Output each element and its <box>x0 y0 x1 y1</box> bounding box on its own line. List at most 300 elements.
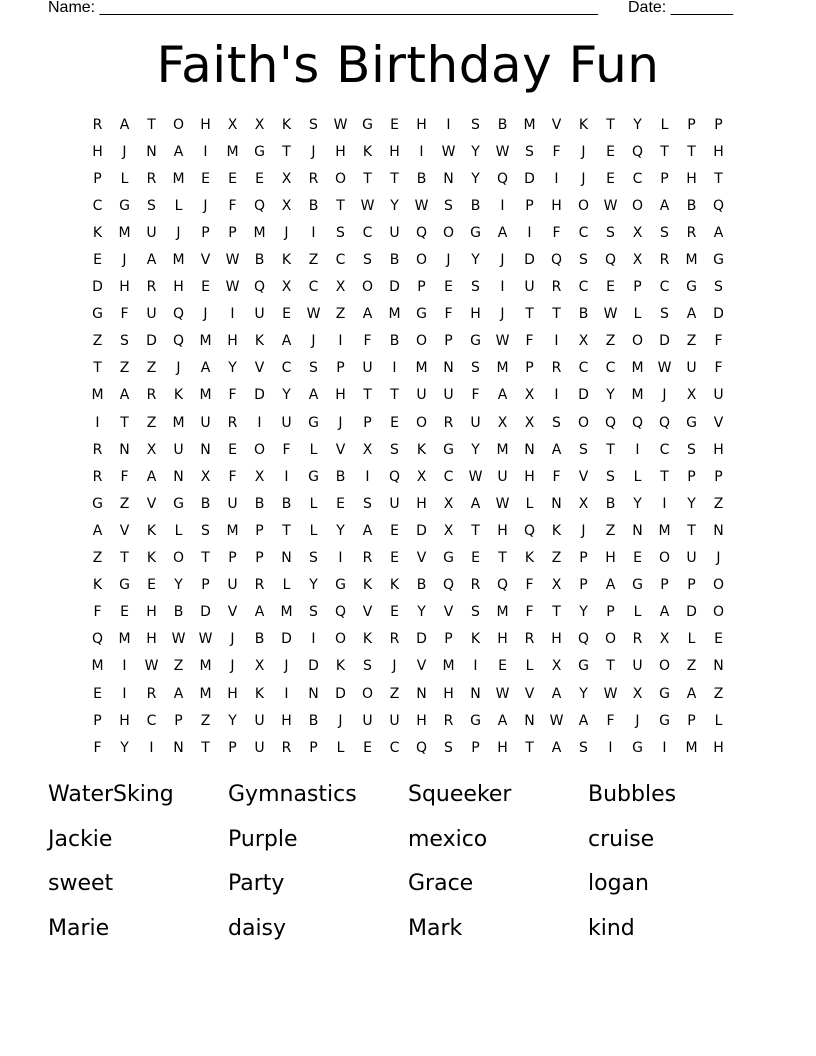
grid-letter[interactable]: I <box>122 685 127 702</box>
grid-letter[interactable]: P <box>714 468 723 485</box>
grid-letter[interactable]: G <box>659 712 670 729</box>
grid-letter[interactable]: P <box>228 550 237 567</box>
grid-letter[interactable]: U <box>254 739 265 756</box>
grid-letter[interactable]: I <box>500 197 505 214</box>
grid-letter[interactable]: N <box>443 360 454 377</box>
grid-letter[interactable]: B <box>308 712 319 729</box>
grid-letter[interactable]: R <box>92 441 103 458</box>
grid-letter[interactable]: H <box>335 143 346 160</box>
grid-letter[interactable]: V <box>362 604 373 621</box>
grid-letter[interactable]: Q <box>631 143 644 160</box>
grid-letter[interactable]: G <box>173 495 184 512</box>
grid-letter[interactable]: J <box>203 306 208 323</box>
grid-letter[interactable]: R <box>146 685 157 702</box>
grid-letter[interactable]: O <box>658 550 671 567</box>
grid-letter[interactable]: P <box>633 279 642 296</box>
grid-letter[interactable]: T <box>714 170 723 187</box>
grid-letter[interactable]: T <box>363 170 372 187</box>
grid-letter[interactable]: E <box>255 170 264 187</box>
grid-letter[interactable]: K <box>173 387 184 404</box>
grid-letter[interactable]: P <box>579 550 588 567</box>
grid-letter[interactable]: S <box>309 604 318 621</box>
grid-letter[interactable]: I <box>311 631 316 648</box>
grid-letter[interactable]: L <box>309 495 318 512</box>
grid-letter[interactable]: Z <box>551 550 562 567</box>
grid-letter[interactable]: S <box>201 522 210 539</box>
grid-letter[interactable]: E <box>201 170 210 187</box>
grid-letter[interactable]: U <box>146 224 157 241</box>
grid-letter[interactable]: W <box>495 685 510 702</box>
grid-letter[interactable]: H <box>443 685 454 702</box>
grid-letter[interactable]: M <box>496 360 509 377</box>
grid-letter[interactable]: U <box>173 441 184 458</box>
grid-letter[interactable]: H <box>92 143 103 160</box>
grid-letter[interactable]: R <box>146 279 157 296</box>
grid-letter[interactable]: E <box>201 279 210 296</box>
grid-letter[interactable]: R <box>524 631 535 648</box>
grid-letter[interactable]: B <box>254 495 265 512</box>
grid-letter[interactable]: T <box>336 197 345 214</box>
name-field[interactable]: Name: ________________________________________________________ <box>48 0 598 16</box>
grid-letter[interactable]: H <box>389 143 400 160</box>
grid-letter[interactable]: E <box>228 441 237 458</box>
grid-letter[interactable]: S <box>363 658 372 675</box>
grid-letter[interactable]: U <box>389 224 400 241</box>
grid-letter[interactable]: E <box>471 550 480 567</box>
grid-letter[interactable]: S <box>687 441 696 458</box>
grid-letter[interactable]: X <box>551 658 562 675</box>
grid-letter[interactable]: Z <box>146 414 157 431</box>
grid-letter[interactable]: W <box>495 495 510 512</box>
grid-letter[interactable]: G <box>713 252 724 269</box>
grid-letter[interactable]: T <box>498 550 507 567</box>
grid-letter[interactable]: J <box>338 414 343 431</box>
grid-letter[interactable]: B <box>605 495 616 512</box>
grid-letter[interactable]: U <box>281 414 292 431</box>
grid-letter[interactable]: I <box>473 658 478 675</box>
grid-letter[interactable]: A <box>713 224 724 241</box>
grid-letter[interactable]: R <box>659 252 670 269</box>
grid-letter[interactable]: R <box>470 577 481 594</box>
grid-letter[interactable]: A <box>362 522 373 539</box>
grid-letter[interactable]: G <box>308 414 319 431</box>
grid-letter[interactable]: X <box>443 495 454 512</box>
grid-letter[interactable]: U <box>362 712 373 729</box>
grid-letter[interactable]: X <box>227 116 238 133</box>
grid-letter[interactable]: A <box>551 739 562 756</box>
grid-letter[interactable]: Y <box>471 441 480 458</box>
grid-letter[interactable]: I <box>554 333 559 350</box>
grid-letter[interactable]: E <box>390 550 399 567</box>
grid-letter[interactable]: U <box>416 387 427 404</box>
grid-letter[interactable]: P <box>687 712 696 729</box>
grid-letter[interactable]: P <box>660 577 669 594</box>
grid-letter[interactable]: A <box>578 712 589 729</box>
grid-letter[interactable]: I <box>122 658 127 675</box>
grid-letter[interactable]: K <box>362 143 373 160</box>
grid-letter[interactable]: C <box>443 468 454 485</box>
grid-letter[interactable]: S <box>336 224 345 241</box>
grid-letter[interactable]: I <box>446 116 451 133</box>
grid-letter[interactable]: Q <box>415 739 428 756</box>
grid-letter[interactable]: X <box>281 279 292 296</box>
grid-letter[interactable]: E <box>93 252 102 269</box>
grid-letter[interactable]: S <box>660 306 669 323</box>
grid-letter[interactable]: M <box>172 252 185 269</box>
grid-letter[interactable]: O <box>334 170 347 187</box>
grid-letter[interactable]: C <box>605 360 616 377</box>
grid-letter[interactable]: J <box>662 387 667 404</box>
grid-letter[interactable]: M <box>631 387 644 404</box>
grid-letter[interactable]: X <box>416 468 427 485</box>
grid-letter[interactable]: R <box>281 739 292 756</box>
grid-letter[interactable]: X <box>281 197 292 214</box>
grid-letter[interactable]: Z <box>713 495 724 512</box>
grid-letter[interactable]: C <box>281 360 292 377</box>
grid-letter[interactable]: R <box>443 414 454 431</box>
grid-letter[interactable]: M <box>118 224 131 241</box>
grid-letter[interactable]: H <box>497 739 508 756</box>
grid-letter[interactable]: M <box>199 685 212 702</box>
grid-letter[interactable]: P <box>660 170 669 187</box>
grid-letter[interactable]: U <box>686 550 697 567</box>
grid-letter[interactable]: F <box>120 306 129 323</box>
grid-letter[interactable]: I <box>527 224 532 241</box>
grid-letter[interactable]: P <box>444 631 453 648</box>
grid-letter[interactable]: R <box>362 550 373 567</box>
grid-letter[interactable]: F <box>120 468 129 485</box>
grid-letter[interactable]: A <box>551 685 562 702</box>
grid-letter[interactable]: O <box>631 333 644 350</box>
grid-letter[interactable]: A <box>659 604 670 621</box>
grid-letter[interactable]: O <box>361 685 374 702</box>
grid-letter[interactable]: N <box>713 658 724 675</box>
grid-letter[interactable]: B <box>308 197 319 214</box>
grid-letter[interactable]: A <box>281 333 292 350</box>
grid-letter[interactable]: Q <box>253 197 266 214</box>
grid-letter[interactable]: F <box>228 468 237 485</box>
grid-letter[interactable]: Y <box>633 116 642 133</box>
grid-letter[interactable]: Q <box>496 577 509 594</box>
grid-letter[interactable]: D <box>281 631 292 648</box>
grid-letter[interactable]: R <box>551 279 562 296</box>
grid-letter[interactable]: H <box>551 197 562 214</box>
grid-letter[interactable]: I <box>500 279 505 296</box>
grid-letter[interactable]: G <box>470 224 481 241</box>
grid-letter[interactable]: S <box>606 224 615 241</box>
grid-letter[interactable]: A <box>146 252 157 269</box>
grid-letter[interactable]: H <box>524 468 535 485</box>
grid-letter[interactable]: H <box>713 441 724 458</box>
grid-letter[interactable]: A <box>470 495 481 512</box>
grid-letter[interactable]: Y <box>282 387 291 404</box>
grid-letter[interactable]: S <box>606 468 615 485</box>
grid-letter[interactable]: G <box>362 116 373 133</box>
letter-grid[interactable] <box>84 111 732 761</box>
grid-letter[interactable]: E <box>633 550 642 567</box>
grid-letter[interactable]: P <box>687 116 696 133</box>
grid-letter[interactable]: I <box>554 387 559 404</box>
grid-letter[interactable]: P <box>228 739 237 756</box>
grid-letter[interactable]: T <box>201 550 210 567</box>
grid-letter[interactable]: D <box>416 631 427 648</box>
grid-letter[interactable]: B <box>335 468 346 485</box>
grid-letter[interactable]: O <box>604 631 617 648</box>
grid-letter[interactable]: L <box>525 658 534 675</box>
grid-letter[interactable]: U <box>254 306 265 323</box>
grid-letter[interactable]: V <box>227 604 238 621</box>
grid-letter[interactable]: S <box>579 252 588 269</box>
grid-letter[interactable]: X <box>335 279 346 296</box>
grid-letter[interactable]: T <box>687 143 696 160</box>
grid-letter[interactable]: E <box>147 577 156 594</box>
grid-letter[interactable]: B <box>281 495 292 512</box>
grid-letter[interactable]: B <box>470 197 481 214</box>
grid-letter[interactable]: Y <box>336 522 345 539</box>
grid-letter[interactable]: O <box>172 550 185 567</box>
grid-letter[interactable]: Q <box>334 604 347 621</box>
grid-letter[interactable]: D <box>254 387 265 404</box>
grid-letter[interactable]: N <box>173 468 184 485</box>
grid-letter[interactable]: U <box>146 306 157 323</box>
grid-letter[interactable]: J <box>176 224 181 241</box>
grid-letter[interactable]: U <box>713 387 724 404</box>
grid-letter[interactable]: G <box>443 441 454 458</box>
grid-letter[interactable]: G <box>632 577 643 594</box>
grid-letter[interactable]: I <box>365 468 370 485</box>
grid-letter[interactable]: Z <box>605 333 616 350</box>
grid-letter[interactable]: Q <box>496 170 509 187</box>
grid-letter[interactable]: I <box>608 739 613 756</box>
grid-letter[interactable]: X <box>146 441 157 458</box>
grid-letter[interactable]: E <box>336 495 345 512</box>
grid-letter[interactable]: T <box>93 360 102 377</box>
grid-letter[interactable]: P <box>363 414 372 431</box>
grid-letter[interactable]: F <box>606 712 615 729</box>
grid-letter[interactable]: H <box>227 685 238 702</box>
grid-letter[interactable]: C <box>578 224 589 241</box>
grid-letter[interactable]: X <box>524 414 535 431</box>
grid-letter[interactable]: E <box>444 279 453 296</box>
grid-letter[interactable]: H <box>605 550 616 567</box>
grid-letter[interactable]: E <box>228 170 237 187</box>
grid-letter[interactable]: H <box>713 143 724 160</box>
grid-letter[interactable]: Q <box>172 333 185 350</box>
grid-letter[interactable]: P <box>201 224 210 241</box>
grid-letter[interactable]: A <box>497 712 508 729</box>
grid-letter[interactable]: U <box>497 468 508 485</box>
grid-letter[interactable]: P <box>93 170 102 187</box>
grid-letter[interactable]: M <box>415 360 428 377</box>
grid-letter[interactable]: Q <box>631 414 644 431</box>
grid-letter[interactable]: B <box>389 333 400 350</box>
grid-letter[interactable]: D <box>335 685 346 702</box>
grid-letter[interactable]: E <box>390 414 399 431</box>
grid-letter[interactable]: J <box>581 170 586 187</box>
grid-letter[interactable]: C <box>146 712 157 729</box>
grid-letter[interactable]: U <box>686 360 697 377</box>
grid-letter[interactable]: J <box>230 658 235 675</box>
grid-letter[interactable]: A <box>119 116 130 133</box>
grid-letter[interactable]: R <box>389 631 400 648</box>
grid-letter[interactable]: W <box>225 279 240 296</box>
grid-letter[interactable]: A <box>200 360 211 377</box>
grid-letter[interactable]: X <box>524 387 535 404</box>
grid-letter[interactable]: K <box>362 631 373 648</box>
grid-letter[interactable]: S <box>444 197 453 214</box>
grid-letter[interactable]: G <box>254 143 265 160</box>
grid-letter[interactable]: R <box>686 224 697 241</box>
grid-letter[interactable]: S <box>579 441 588 458</box>
grid-letter[interactable]: A <box>254 604 265 621</box>
grid-letter[interactable]: A <box>605 577 616 594</box>
grid-letter[interactable]: W <box>360 197 375 214</box>
grid-letter[interactable]: K <box>254 685 265 702</box>
grid-letter[interactable]: I <box>230 306 235 323</box>
grid-letter[interactable]: L <box>282 577 291 594</box>
grid-letter[interactable]: S <box>444 739 453 756</box>
grid-letter[interactable]: P <box>687 577 696 594</box>
grid-letter[interactable]: J <box>392 658 397 675</box>
grid-letter[interactable]: K <box>335 658 346 675</box>
grid-letter[interactable]: K <box>146 522 157 539</box>
grid-letter[interactable]: B <box>254 631 265 648</box>
grid-letter[interactable]: H <box>227 333 238 350</box>
grid-letter[interactable]: N <box>524 712 535 729</box>
grid-letter[interactable]: T <box>606 658 615 675</box>
grid-letter[interactable]: G <box>443 550 454 567</box>
grid-letter[interactable]: Q <box>712 197 725 214</box>
grid-letter[interactable]: M <box>226 143 239 160</box>
grid-letter[interactable]: M <box>658 522 671 539</box>
grid-letter[interactable]: T <box>120 550 129 567</box>
grid-letter[interactable]: D <box>713 306 724 323</box>
grid-letter[interactable]: M <box>226 522 239 539</box>
grid-letter[interactable]: C <box>308 279 319 296</box>
grid-letter[interactable]: X <box>578 333 589 350</box>
grid-letter[interactable]: T <box>660 468 669 485</box>
grid-letter[interactable]: P <box>255 550 264 567</box>
grid-letter[interactable]: T <box>390 170 399 187</box>
grid-letter[interactable]: S <box>147 197 156 214</box>
grid-letter[interactable]: D <box>659 333 670 350</box>
grid-letter[interactable]: T <box>525 306 534 323</box>
grid-letter[interactable]: K <box>470 631 481 648</box>
grid-letter[interactable]: P <box>255 522 264 539</box>
grid-letter[interactable]: M <box>199 658 212 675</box>
grid-letter[interactable]: S <box>471 360 480 377</box>
grid-letter[interactable]: N <box>119 441 130 458</box>
grid-letter[interactable]: K <box>551 522 562 539</box>
grid-letter[interactable]: M <box>199 387 212 404</box>
grid-letter[interactable]: T <box>147 116 156 133</box>
grid-letter[interactable]: U <box>632 658 643 675</box>
grid-letter[interactable]: L <box>174 197 183 214</box>
grid-letter[interactable]: H <box>497 631 508 648</box>
grid-letter[interactable]: Q <box>523 522 536 539</box>
grid-letter[interactable]: A <box>497 387 508 404</box>
grid-letter[interactable]: W <box>468 468 483 485</box>
grid-letter[interactable]: L <box>120 170 129 187</box>
grid-letter[interactable]: G <box>119 577 130 594</box>
grid-letter[interactable]: N <box>443 170 454 187</box>
grid-letter[interactable]: A <box>92 522 103 539</box>
grid-letter[interactable]: D <box>416 522 427 539</box>
grid-letter[interactable]: W <box>495 333 510 350</box>
grid-letter[interactable]: Y <box>579 604 588 621</box>
grid-letter[interactable]: B <box>416 170 427 187</box>
grid-letter[interactable]: H <box>146 604 157 621</box>
grid-letter[interactable]: I <box>419 143 424 160</box>
grid-letter[interactable]: L <box>309 441 318 458</box>
grid-letter[interactable]: T <box>525 739 534 756</box>
grid-letter[interactable]: H <box>146 631 157 648</box>
grid-letter[interactable]: L <box>336 739 345 756</box>
grid-letter[interactable]: H <box>200 116 211 133</box>
grid-letter[interactable]: Z <box>92 333 103 350</box>
grid-letter[interactable]: F <box>93 604 102 621</box>
grid-letter[interactable]: K <box>281 116 292 133</box>
grid-letter[interactable]: L <box>525 495 534 512</box>
grid-letter[interactable]: Q <box>577 631 590 648</box>
grid-letter[interactable]: V <box>416 550 427 567</box>
grid-letter[interactable]: N <box>416 685 427 702</box>
grid-letter[interactable]: E <box>606 143 615 160</box>
grid-letter[interactable]: Y <box>687 495 696 512</box>
grid-letter[interactable]: V <box>335 441 346 458</box>
grid-letter[interactable]: E <box>93 685 102 702</box>
grid-letter[interactable]: G <box>119 197 130 214</box>
grid-letter[interactable]: S <box>525 143 534 160</box>
grid-letter[interactable]: G <box>416 306 427 323</box>
grid-letter[interactable]: S <box>390 441 399 458</box>
grid-letter[interactable]: H <box>497 522 508 539</box>
grid-letter[interactable]: S <box>471 116 480 133</box>
grid-letter[interactable]: I <box>392 360 397 377</box>
grid-letter[interactable]: D <box>308 658 319 675</box>
grid-letter[interactable]: M <box>496 604 509 621</box>
grid-letter[interactable]: O <box>442 224 455 241</box>
grid-letter[interactable]: M <box>253 224 266 241</box>
grid-letter[interactable]: J <box>446 252 451 269</box>
grid-letter[interactable]: Q <box>253 279 266 296</box>
grid-letter[interactable]: F <box>93 739 102 756</box>
grid-letter[interactable]: B <box>389 252 400 269</box>
grid-letter[interactable]: V <box>254 360 265 377</box>
grid-letter[interactable]: F <box>228 197 237 214</box>
grid-letter[interactable]: D <box>389 279 400 296</box>
grid-letter[interactable]: I <box>284 685 289 702</box>
grid-letter[interactable]: Y <box>633 495 642 512</box>
grid-letter[interactable]: Z <box>119 360 130 377</box>
grid-letter[interactable]: E <box>120 604 129 621</box>
grid-letter[interactable]: B <box>416 577 427 594</box>
grid-letter[interactable]: P <box>525 197 534 214</box>
grid-letter[interactable]: D <box>200 604 211 621</box>
grid-letter[interactable]: Y <box>228 360 237 377</box>
grid-letter[interactable]: X <box>632 224 643 241</box>
grid-letter[interactable]: Z <box>686 658 697 675</box>
grid-letter[interactable]: O <box>415 333 428 350</box>
grid-letter[interactable]: J <box>500 252 505 269</box>
grid-letter[interactable]: A <box>173 143 184 160</box>
grid-letter[interactable]: I <box>311 224 316 241</box>
grid-letter[interactable]: F <box>714 333 723 350</box>
grid-letter[interactable]: T <box>201 739 210 756</box>
grid-letter[interactable]: H <box>470 306 481 323</box>
grid-letter[interactable]: C <box>632 170 643 187</box>
grid-letter[interactable]: R <box>443 712 454 729</box>
